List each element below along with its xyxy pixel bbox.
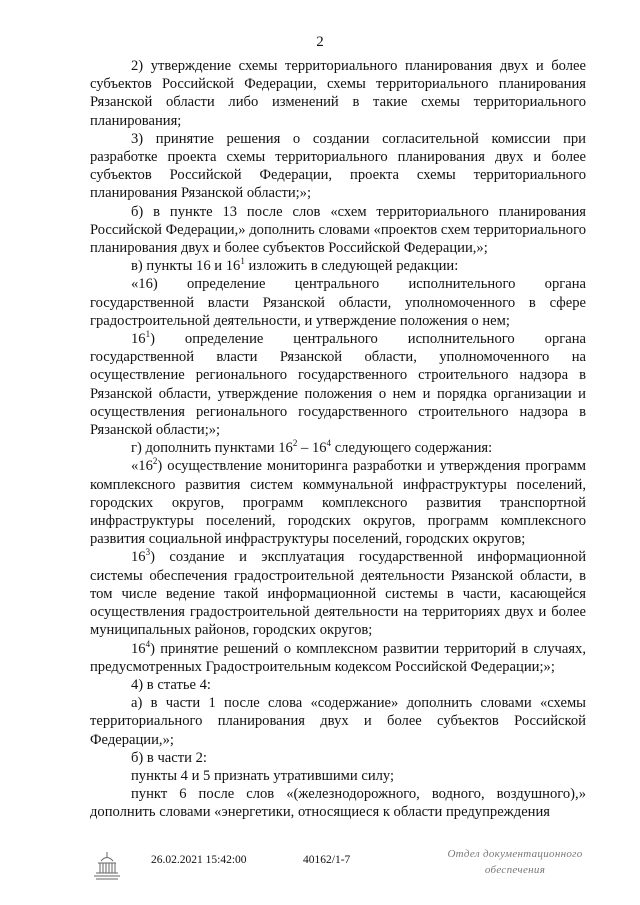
paragraph-text: 16 [131, 331, 146, 348]
document-footer [0, 846, 640, 896]
superscript: 3 [145, 547, 151, 558]
paragraph-text: 16 [131, 640, 146, 657]
paragraph-text: б) в пункте 13 после слов «схем территориального планирования Российской Федерации,» дополнить словами «проектов схем территориального планирования двух и более субъектов Российской Федерации,»; [90, 203, 586, 257]
superscript: 2 [152, 456, 158, 467]
footer-document-number: 40162/1-7 [303, 854, 351, 866]
paragraph-text: пункты 4 и 5 признать утратившими силу; [131, 767, 395, 784]
paragraph [90, 57, 586, 130]
paragraph [90, 749, 586, 767]
paragraph [90, 785, 586, 821]
paragraph-text: пункт 6 после слов «(железнодорожного, водного, воздушного),» дополнить словами «энергетики, относящиеся к области предупреждения [90, 786, 586, 821]
paragraph-text: в) пункты 16 и 16 [131, 258, 241, 275]
footer-department-stamp [440, 846, 590, 878]
superscript: 4 [326, 438, 332, 449]
paragraph-text: 3) принятие решения о создании согласительной комиссии при разработке проекта схемы территориального планирования двух и более субъектов Российской Федерации, проекта схемы территориального планирования Рязанской области;»; [90, 130, 586, 202]
paragraph [90, 257, 586, 275]
paragraph [90, 694, 586, 749]
paragraph-text: ) создание и эксплуатация государственной информационной системы обеспечения градостроительной деятельности Рязанской области, в том числе ведение такой информационной системы в части, касающейся осуществления градостроительной деятельности на территориях двух и более муниципальных районов, городских округов; [90, 549, 586, 639]
paragraph-text: б) в части 2: [131, 749, 207, 766]
paragraph-text: ) осуществление мониторинга разработки и утверждения программ комплексного развития систем коммунальной инфраструктуры поселений, городских округов, программ комплексного развития транспортной инфраструктуры поселений, городских округов, программ комплексного развития социальной инфраструктуры поселений, городских округов; [90, 458, 586, 548]
paragraph-text: «16 [131, 458, 153, 475]
paragraph-text: следующего содержания: [331, 440, 493, 457]
parliament-building-icon [90, 849, 124, 883]
paragraph-text: г) дополнить пунктами 16 [131, 440, 293, 457]
paragraph [90, 130, 586, 203]
paragraph-text: 2) утверждение схемы территориального планирования двух и более субъектов Российской Федерации, схемы территориального планирования Рязанской области либо изменений в такие схемы территориального планирования; [90, 58, 586, 129]
department-line-2: обеспечения [484, 864, 546, 876]
paragraph [90, 203, 586, 258]
paragraph [90, 676, 586, 694]
superscript: 1 [145, 329, 151, 340]
paragraph-text: изложить в следующей редакции: [244, 258, 459, 275]
superscript: 2 [292, 438, 298, 449]
paragraph-text: «16) определение центрального исполнительного органа государственной власти Рязанской области, уполномоченного в сфере градостроительной деятельности, и утверждение положения о нем; [90, 276, 586, 329]
paragraph [90, 640, 586, 676]
department-line-1: Отдел документационного [447, 848, 583, 860]
superscript: 1 [240, 256, 245, 267]
footer-datetime: 26.02.2021 15:42:00 [151, 854, 247, 866]
paragraph [90, 275, 586, 330]
paragraph [90, 767, 586, 785]
paragraph-text: а) в части 1 после слова «содержание» дополнить словами «схемы территориального планирования двух и более субъектов Российской Федерации,»; [90, 695, 586, 748]
paragraph-text: 16 [131, 549, 146, 566]
paragraph-text: ) принятие решений о комплексном развитии территорий в случаях, предусмотренных Градостроительным кодексом Российской Федерации;»; [90, 640, 586, 675]
paragraph [90, 457, 586, 548]
paragraph [90, 548, 586, 639]
superscript: 4 [145, 638, 151, 649]
paragraph-text: – 16 [297, 440, 327, 457]
paragraph-text: ) определение центрального исполнительного органа государственной власти Рязанской области, уполномоченного на осуществление регионального государственного строительного надзора в Рязанской области, утверждение положения о нем и порядка организации и осуществления регионального государственного строительного надзора в Рязанской области;»; [90, 331, 586, 439]
paragraph [90, 439, 586, 457]
document-body [90, 57, 586, 822]
paragraph [90, 330, 586, 439]
page-number: 2 [316, 34, 324, 50]
paragraph-text: 4) в статье 4: [131, 676, 211, 693]
